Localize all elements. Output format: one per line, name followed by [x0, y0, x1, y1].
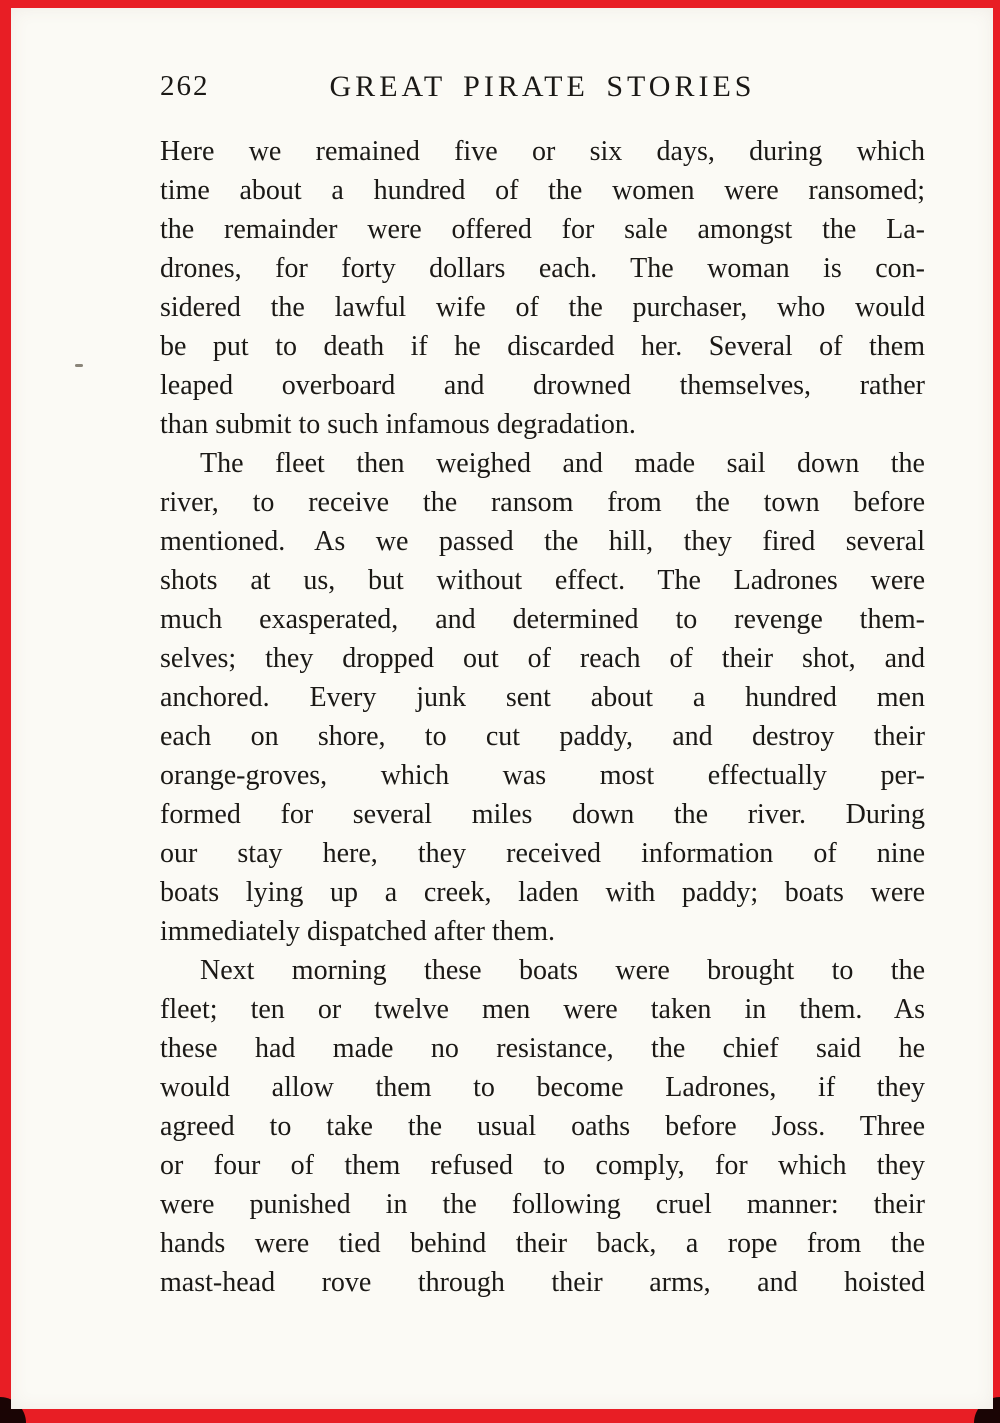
text-line: river, to receive the ransom from the town before — [160, 487, 925, 518]
text-line: much exasperated, and determined to revenge them- — [160, 604, 925, 635]
text-line: The fleet then weighed and made sail down the — [200, 448, 925, 479]
running-head — [160, 70, 925, 110]
text-line: formed for several miles down the river. During — [160, 799, 925, 830]
page-number: 262 — [160, 70, 210, 102]
text-line: were punished in the following cruel manner: their — [160, 1189, 925, 1220]
text-line: Next morning these boats were brought to the — [200, 955, 925, 986]
text-line: orange-groves, which was most effectually per- — [160, 760, 925, 791]
text-line: boats lying up a creek, laden with paddy; boats were — [160, 877, 925, 908]
text-line: time about a hundred of the women were ransomed; — [160, 175, 925, 206]
book-page — [11, 8, 993, 1409]
text-line: mast-head rove through their arms, and hoisted — [160, 1267, 925, 1298]
text-line: Here we remained five or six days, during which — [160, 136, 925, 167]
text-line: than submit to such infamous degradation. — [160, 409, 636, 440]
text-line: selves; they dropped out of reach of their shot, and — [160, 643, 925, 674]
text-line: leaped overboard and drowned themselves, rather — [160, 370, 925, 401]
text-line: be put to death if he discarded her. Several of them — [160, 331, 925, 362]
text-line: sidered the lawful wife of the purchaser, who would — [160, 292, 925, 323]
text-line: anchored. Every junk sent about a hundred men — [160, 682, 925, 713]
scan-artifact — [75, 364, 83, 367]
text-line: fleet; ten or twelve men were taken in them. As — [160, 994, 925, 1025]
text-body — [160, 132, 925, 1302]
text-line: agreed to take the usual oaths before Joss. Three — [160, 1111, 925, 1142]
text-line: would allow them to become Ladrones, if they — [160, 1072, 925, 1103]
text-line: each on shore, to cut paddy, and destroy their — [160, 721, 925, 752]
text-line: drones, for forty dollars each. The woman is con- — [160, 253, 925, 284]
text-line: hands were tied behind their back, a rope from the — [160, 1228, 925, 1259]
text-line: our stay here, they received information of nine — [160, 838, 925, 869]
text-line: the remainder were offered for sale amongst the La- — [160, 214, 925, 245]
text-line: or four of them refused to comply, for which they — [160, 1150, 925, 1181]
page-title: GREAT PIRATE STORIES — [329, 70, 756, 103]
text-line: these had made no resistance, the chief said he — [160, 1033, 925, 1064]
text-line: mentioned. As we passed the hill, they fired several — [160, 526, 925, 557]
text-line: immediately dispatched after them. — [160, 916, 555, 947]
text-line: shots at us, but without effect. The Ladrones were — [160, 565, 925, 596]
